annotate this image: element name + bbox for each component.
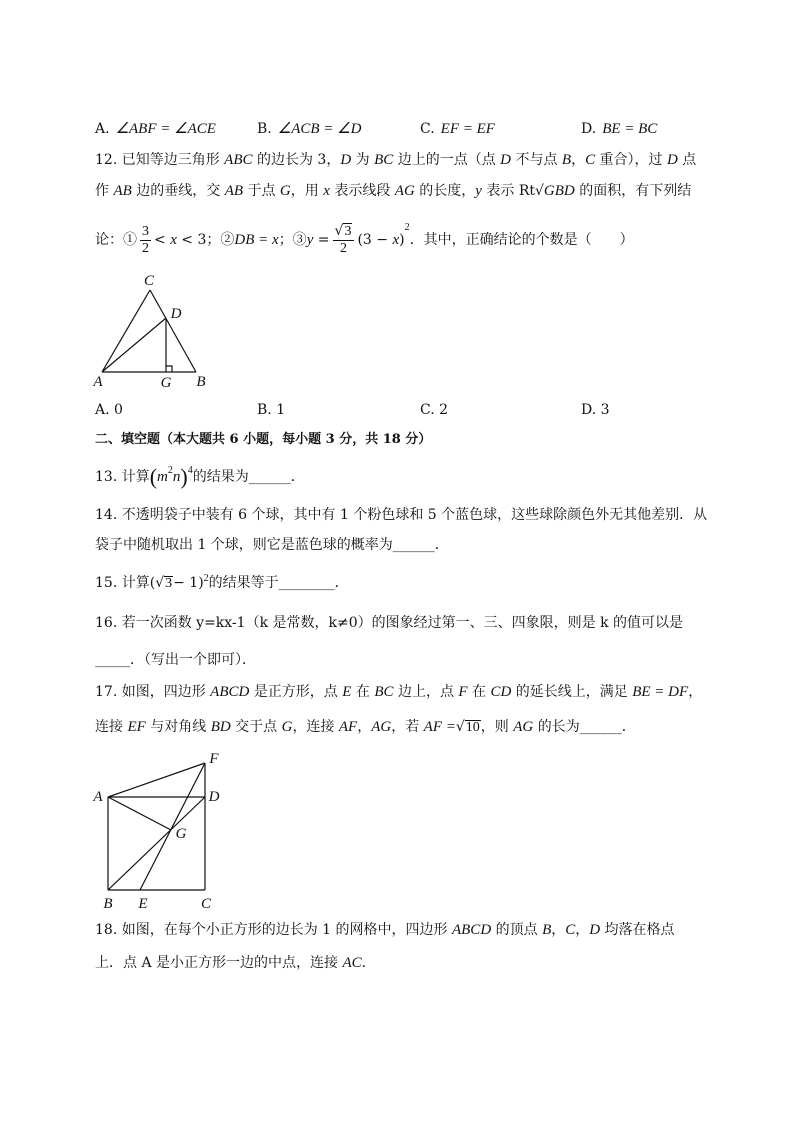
- label-b: B: [196, 374, 206, 390]
- text-run: ，: [551, 922, 566, 938]
- text-run: 与对角线: [145, 719, 211, 735]
- square-figure: [88, 748, 228, 914]
- math-symbol: x: [392, 232, 400, 248]
- math-symbol: x: [170, 232, 177, 248]
- diagonal-bd: [108, 797, 205, 890]
- q12-line3-lead: 论：①: [95, 232, 137, 248]
- math-symbol: D: [340, 152, 352, 168]
- math-symbol: BC: [374, 684, 394, 700]
- triangle-figure: [85, 268, 215, 393]
- exponent: 2: [167, 465, 173, 476]
- math-symbol: F: [458, 684, 468, 700]
- math-symbol: B: [561, 152, 572, 168]
- q14-line1: 14. 不透明袋子中装有 6 个球，其中有 1 个粉色球和 5 个蓝色球，这些球除颜色外无其他差别．从: [95, 507, 708, 523]
- q15: [95, 572, 349, 594]
- q17-line2-b: [481, 717, 636, 737]
- text-run: 表示线段: [329, 183, 395, 199]
- text-run: ；③: [278, 232, 307, 248]
- radicand: 3: [344, 224, 352, 239]
- text-run: ，则: [480, 719, 514, 735]
- radicand: 10: [465, 719, 480, 735]
- math-symbol: ABCD: [210, 684, 250, 700]
- text-run: 是正方形，点: [249, 684, 343, 700]
- q12-parenthesis-term: [357, 230, 404, 250]
- fraction-denominator: 2: [340, 241, 347, 256]
- text-run: 在: [467, 684, 491, 700]
- text-run: 均落在格点: [600, 922, 675, 938]
- math-symbol: x: [323, 183, 330, 199]
- text-run: ，用: [290, 183, 324, 199]
- text-run: 的面积，有下列结: [574, 183, 692, 199]
- segment-ag: [108, 797, 171, 830]
- text-run: 的顶点: [491, 922, 543, 938]
- label-d: D: [170, 306, 182, 322]
- math-symbol: DB = x: [234, 232, 279, 248]
- text-run: ，: [575, 922, 590, 938]
- radical-sign: √: [334, 223, 344, 239]
- q18-line1: [95, 920, 675, 940]
- option-expression: ∠ACB = ∠D: [277, 121, 362, 137]
- text-run: 为: [351, 152, 375, 168]
- q16-line1: 16. 若一次函数 y=kx-1（k 是常数，k≠0）的图象经过第一、三、四象限，则是 k 的值可以是: [95, 615, 684, 631]
- q12-line3: [95, 221, 634, 259]
- math-symbol: AF =: [423, 719, 456, 735]
- label-a: A: [93, 789, 103, 805]
- math-symbol: D: [667, 152, 678, 168]
- text-run: 上．点 A 是小正方形一边的中点，连接: [95, 955, 343, 971]
- text-run: 的延长线上，满足: [511, 684, 633, 700]
- label-a: A: [93, 374, 103, 390]
- text-run: 交于点: [230, 719, 282, 735]
- text-run: ．: [361, 955, 376, 971]
- fraction-numerator: [333, 223, 355, 241]
- q13-tail: 的结果为______．: [192, 469, 305, 485]
- paren-open: (: [149, 464, 158, 489]
- q16-line2: _____．（写出一个即可）．: [95, 652, 256, 668]
- math-symbol: AF: [338, 719, 358, 735]
- text-run: ): [399, 232, 405, 248]
- option-a: A. 0: [95, 402, 123, 418]
- text-run: 17. 如图，四边形: [95, 684, 211, 700]
- math-symbol: ABC: [224, 152, 253, 168]
- text-run: 边上的一点（点: [393, 152, 501, 168]
- q12-line3-tail: ．其中，正确结论的个数是（ ）: [409, 232, 634, 248]
- text-run: 于点: [243, 183, 280, 199]
- exponent: 2: [404, 222, 410, 233]
- math-symbol: G: [279, 183, 291, 199]
- variable-n: n: [172, 469, 181, 485]
- math-symbol: AC: [342, 955, 362, 971]
- math-symbol: BE = DF: [632, 684, 689, 700]
- math-symbol: D: [589, 922, 601, 938]
- math-symbol: AB: [113, 183, 132, 199]
- q17-line1: [95, 682, 702, 702]
- q14-line2: 袋子中随机取出 1 个球，则它是蓝色球的概率为______．: [95, 537, 449, 553]
- option-expression: EF = EF: [440, 121, 495, 137]
- q12-line1: [95, 150, 696, 170]
- segment-ad: [102, 318, 166, 372]
- label-f: F: [209, 751, 219, 767]
- text-run: 的长度，: [414, 183, 476, 199]
- paren-close: ): [180, 464, 188, 489]
- math-symbol: E: [342, 684, 352, 700]
- q13-lead: 13. 计算: [95, 469, 150, 485]
- text-run: (3 −: [357, 232, 393, 248]
- fraction-three-halves: [140, 224, 151, 257]
- math-symbol: B: [542, 922, 552, 938]
- text-run: ，若: [391, 719, 424, 735]
- q18-line2: [95, 953, 376, 973]
- text-run: 的长为______．: [533, 719, 636, 735]
- math-symbol: CD: [490, 684, 512, 700]
- text-run: ，: [357, 719, 372, 735]
- math-symbol: y: [306, 232, 314, 248]
- label-d: D: [208, 789, 220, 805]
- option-expression: ∠ABF = ∠ACE: [115, 121, 216, 137]
- option-b: B. 1: [257, 402, 286, 418]
- math-symbol: BC: [374, 152, 394, 168]
- q13: [95, 464, 305, 490]
- math-symbol: BD: [210, 719, 231, 735]
- math-symbol: GBD: [543, 183, 575, 199]
- text-run: ，连接: [292, 719, 339, 735]
- math-symbol: EF: [127, 719, 146, 735]
- q12-conclusions: [154, 230, 330, 250]
- label-g: G: [175, 826, 187, 842]
- text-run: 18. 如图，在每个小正方形的边长为 1 的网格中，四边形: [95, 922, 452, 938]
- text-run: ，: [571, 152, 586, 168]
- label-g: G: [160, 375, 172, 391]
- math-symbol: G: [281, 719, 293, 735]
- math-symbol: AG: [513, 719, 534, 735]
- variable-m: m: [157, 469, 168, 485]
- math-symbol: AG: [394, 183, 415, 199]
- option-expression: BE = BC: [602, 121, 658, 137]
- option-d: D. 3: [581, 402, 610, 418]
- radical-sign: √: [155, 575, 165, 591]
- math-symbol: C: [585, 152, 596, 168]
- label-c: C: [143, 273, 155, 289]
- text-run: 点: [677, 152, 697, 168]
- text-run: 重合），过: [595, 152, 667, 168]
- math-symbol: ABCD: [451, 922, 492, 938]
- text-run: 表示 Rt√: [481, 183, 544, 199]
- side-ac: [102, 290, 150, 372]
- fraction-root3-over-2: [333, 223, 355, 257]
- option-b: [257, 119, 361, 139]
- q12-line2: [95, 181, 691, 201]
- text-run: 作: [95, 183, 114, 199]
- exponent: 4: [187, 465, 193, 476]
- option-d: [581, 119, 657, 139]
- text-run: < 3；②: [176, 232, 235, 248]
- q15-rest: − 1): [173, 575, 204, 591]
- label-b: B: [103, 896, 113, 912]
- math-symbol: D: [500, 152, 511, 168]
- text-run: =: [313, 232, 330, 248]
- option-label: D.: [581, 121, 597, 137]
- option-label: A.: [95, 121, 110, 137]
- q15-lead: 15. 计算: [95, 575, 150, 591]
- math-symbol: C: [565, 922, 576, 938]
- right-angle-mark: [166, 366, 172, 372]
- math-symbol: y: [475, 183, 482, 199]
- fraction-numerator: 3: [142, 223, 149, 239]
- text-run: 12. 已知等边三角形: [95, 152, 225, 168]
- text-run: 边上，点: [393, 684, 459, 700]
- text-run: 的边长为 3，: [252, 152, 341, 168]
- text-run: 在: [351, 684, 375, 700]
- math-symbol: AG: [371, 719, 392, 735]
- radicand: 3: [165, 575, 173, 591]
- label-e: E: [138, 896, 148, 912]
- q15-tail: 的结果等于________．: [208, 575, 349, 591]
- fraction-denominator: 2: [142, 240, 149, 256]
- exponent: 2: [203, 573, 209, 584]
- text-run: 连接: [95, 719, 128, 735]
- option-c: C. 2: [420, 402, 449, 418]
- paren-open: (: [149, 575, 156, 591]
- q17-line2-a: [95, 717, 456, 737]
- radical-sign: √: [455, 719, 465, 735]
- option-label: C.: [420, 121, 435, 137]
- text-run: <: [154, 232, 171, 248]
- label-c: C: [200, 896, 212, 912]
- q17-line2: [95, 716, 636, 738]
- section-title: 二、填空题（本大题共 6 小题，每小题 3 分，共 18 分）: [95, 432, 432, 447]
- text-run: ，: [688, 684, 703, 700]
- text-run: 边的垂线，交: [131, 183, 225, 199]
- math-symbol: AB: [224, 183, 244, 199]
- text-run: 不与点: [511, 152, 562, 168]
- option-label: B.: [257, 121, 272, 137]
- option-a: [95, 119, 216, 139]
- option-c: [420, 119, 495, 139]
- side-cb: [150, 290, 196, 372]
